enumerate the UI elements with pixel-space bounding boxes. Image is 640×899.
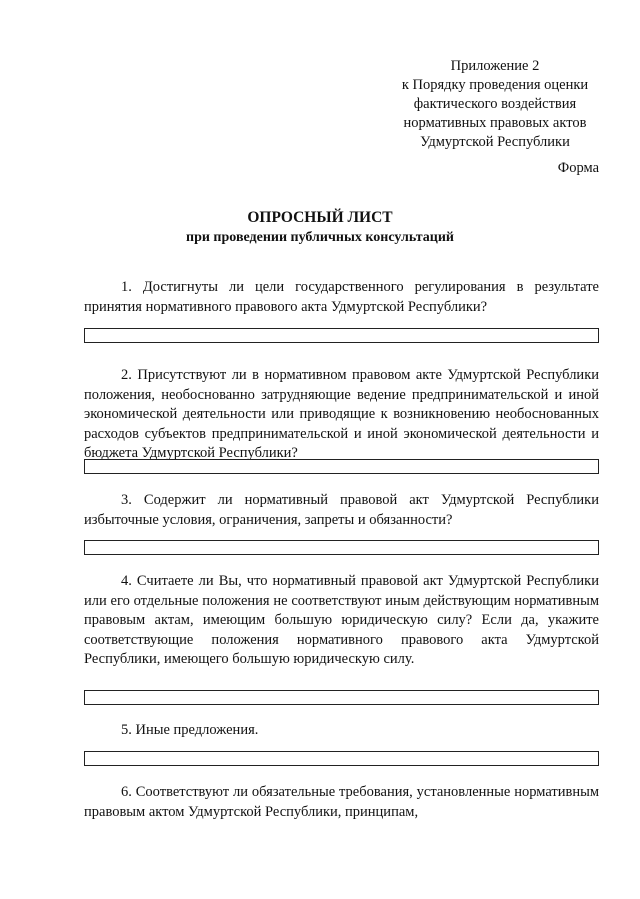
question-5: 5. Иные предложения. bbox=[121, 722, 259, 738]
answer-field-4[interactable] bbox=[84, 690, 599, 705]
appendix-line: Удмуртской Республики bbox=[420, 134, 570, 150]
question-2: 2. Присутствуют ли в нормативном правовом акте Удмуртской Республики положения, необоснованно затрудняющие ведение предпринимательской и иной экономической деятельности или приводящие к возникновению необоснованных расходов субъектов предпринимательской и иной экономической деятельности и бюджета Удмуртской Республики? bbox=[84, 367, 599, 461]
appendix-line: нормативных правовых актов bbox=[403, 115, 587, 131]
document-subtitle: при проведении публичных консультаций bbox=[186, 230, 454, 245]
form-label: Форма bbox=[557, 160, 599, 176]
question-3: 3. Содержит ли нормативный правовой акт Удмуртской Республики избыточные условия, ограничения, запреты и обязанности? bbox=[84, 492, 599, 528]
appendix-header bbox=[380, 57, 610, 152]
question-1: 1. Достигнуты ли цели государственного регулирования в результате принятия нормативного правового акта Удмуртской Республики? bbox=[84, 279, 599, 315]
answer-field-2[interactable] bbox=[84, 459, 599, 474]
document-title: ОПРОСНЫЙ ЛИСТ bbox=[247, 209, 393, 226]
answer-field-1[interactable] bbox=[84, 328, 599, 343]
question-6: 6. Соответствуют ли обязательные требования, установленные нормативным правовым актом Удмуртской Республики, принципам, bbox=[84, 784, 599, 820]
answer-field-5[interactable] bbox=[84, 751, 599, 766]
appendix-line: Приложение 2 bbox=[450, 58, 540, 74]
appendix-line: к Порядку проведения оценки bbox=[401, 77, 589, 93]
answer-field-3[interactable] bbox=[84, 540, 599, 555]
appendix-line: фактического воздействия bbox=[413, 96, 577, 112]
question-4: 4. Считаете ли Вы, что нормативный правовой акт Удмуртской Республики или его отдельные положения не соответствуют иным действующим нормативным правовым актам, имеющим большую юридическую силу? Если да, укажите соответствующие положения нормативного правового акта Удмуртской Республики, имеющего большую юридическую силу. bbox=[84, 573, 599, 667]
